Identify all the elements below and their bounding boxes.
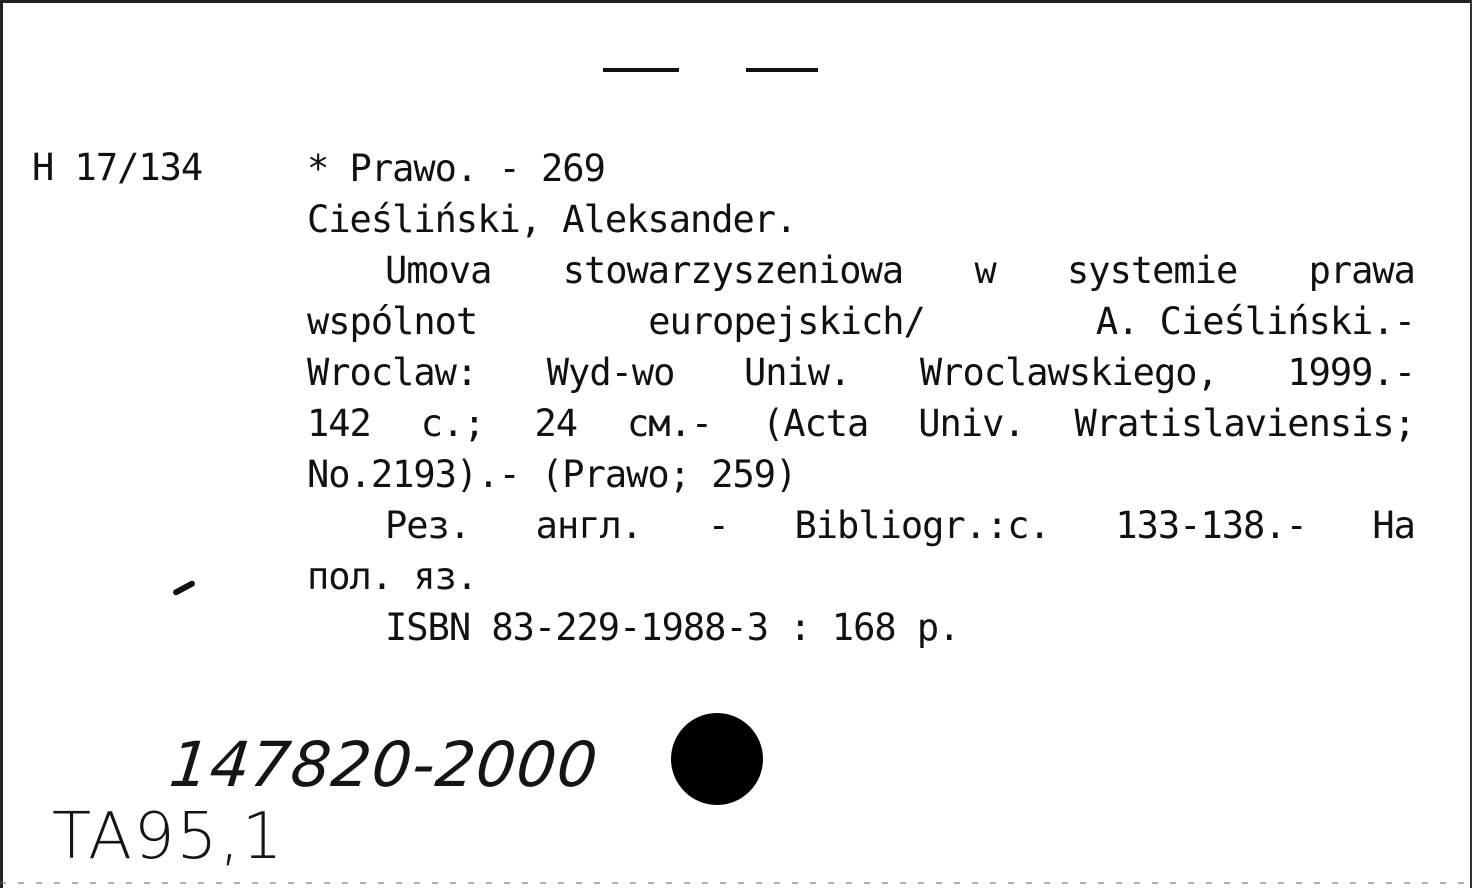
shelfmark: H 17/134 [32,146,203,189]
entry-line [307,551,1427,602]
entry-word: systemie [1067,249,1238,292]
entry-word: Wroclawskiego, [919,351,1218,394]
entry-word: c.; [420,402,485,445]
entry-word: w [974,249,996,292]
handwritten-accession-number: 147820-2000 [166,728,602,801]
entry-word: ISBN 83-229-1988-3 : 168 р. [385,606,960,649]
entry-word: Cieśliński, Aleksander. [307,198,797,241]
entry-word: Uniw. [743,351,851,394]
entry-word: A. Cieśliński.- [1095,300,1415,343]
entry-word: 24 [534,402,578,445]
entry-line [307,602,1427,653]
punch-hole [671,713,763,805]
entry-word: Wroclaw: [307,351,478,394]
card-bottom-edge [0,882,1472,884]
entry-word: пол. яз. [307,555,478,598]
pen-tick-mark [172,580,196,597]
entry-word: Wratislaviensis; [1074,402,1415,445]
entry-word: prawa [1308,249,1415,292]
entry-word: Bibliogr.:c. [794,504,1050,547]
bibliographic-entry [307,143,1427,653]
entry-word: europejskich/ [648,300,925,343]
entry-word: Wyd-wo [546,351,675,394]
entry-word: Рез. [385,504,471,547]
entry-word: 142 [307,402,371,445]
entry-word: * Prawo. - 269 [307,147,605,190]
entry-line [307,398,1415,449]
header-dash-left [603,68,679,72]
entry-line [307,296,1415,347]
entry-word: см.- [626,402,713,445]
entry-word: англ. [535,504,643,547]
entry-word: wspólnot [307,300,478,343]
entry-word: Umova [385,249,492,292]
entry-line [307,347,1415,398]
entry-word: - [707,504,729,547]
handwritten-location-code: TA95,1 [52,800,285,874]
entry-word: (Acta [761,402,869,445]
card-top-edge [0,0,1472,3]
entry-line [307,245,1415,296]
entry-word: stowarzyszeniowa [562,249,904,292]
entry-line [307,500,1415,551]
entry-word: 133-138.- [1115,504,1307,547]
entry-line [307,194,1427,245]
card-left-edge [0,0,3,888]
entry-word: На [1372,504,1415,547]
entry-word: 1999.- [1287,351,1415,394]
entry-line [307,449,1427,500]
entry-word: No.2193).- (Prawo; 259) [307,453,797,496]
header-dash-right [746,68,818,72]
entry-line [307,143,1427,194]
entry-word: Univ. [918,402,1025,445]
